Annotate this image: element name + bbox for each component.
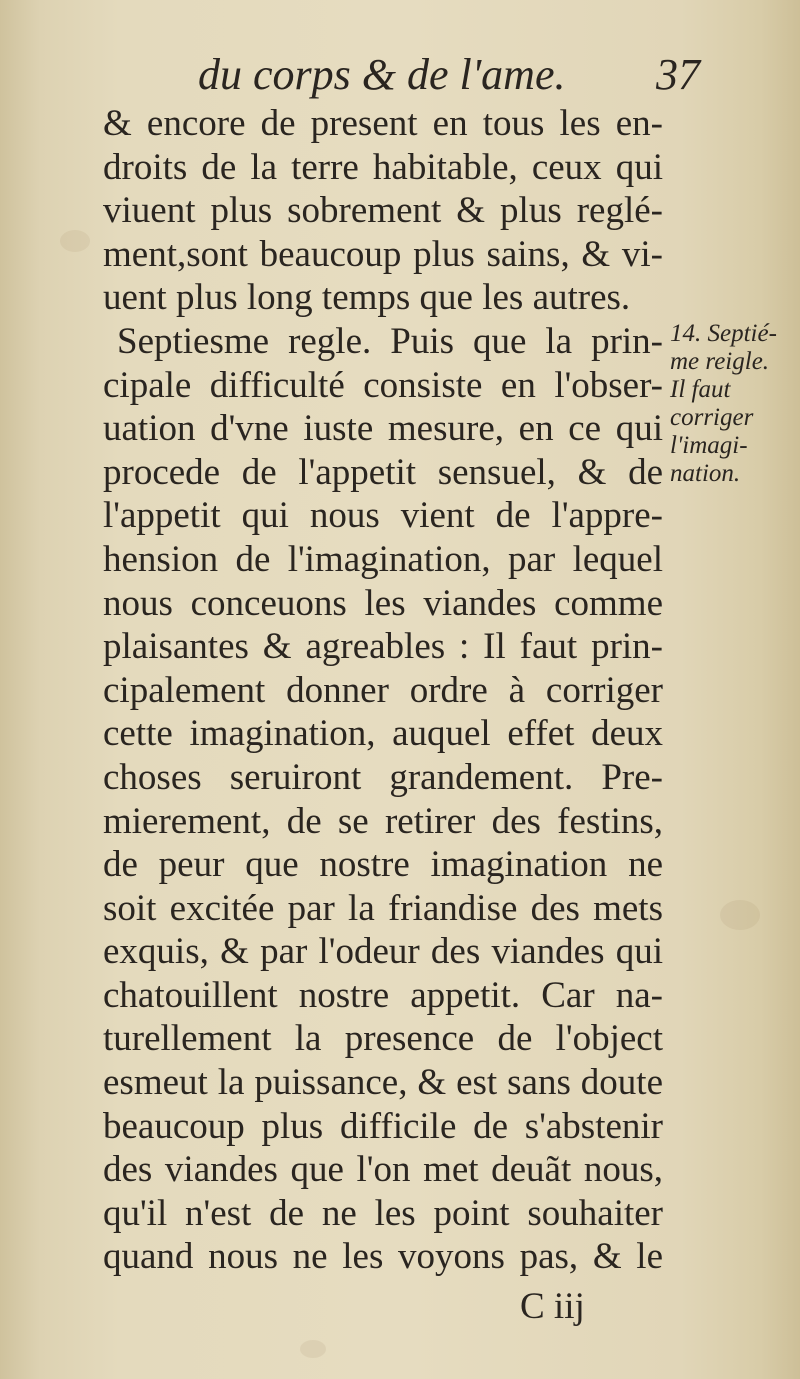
marginal-note-line: Il faut — [670, 376, 731, 403]
marginal-note — [670, 320, 798, 488]
text-line: viuent plus sobrement & plus reglé- — [103, 190, 663, 232]
text-line: des viandes que l'on met deuãt nous, — [103, 1149, 663, 1191]
marginal-note-line: nation. — [670, 460, 741, 487]
signature-mark: C iij — [520, 1286, 585, 1327]
text-line: mierement, de se retirer des festins, — [103, 800, 663, 842]
text-line: beaucoup plus difficile de s'abstenir — [103, 1105, 663, 1147]
text-line: l'appetit qui nous vient de l'appre- — [103, 495, 663, 537]
text-line: chatouillent nostre appetit. Car na- — [103, 974, 663, 1016]
paper-stain — [300, 1340, 326, 1358]
text-line: turellement la presence de l'object — [103, 1018, 663, 1060]
text-line: cipale difficulté consiste en l'obser- — [103, 364, 663, 406]
page-header — [100, 44, 700, 104]
marginal-note-line: me reigle. — [670, 348, 770, 375]
text-line: quand nous ne les voyons pas, & le — [103, 1236, 663, 1278]
paper-stain — [60, 230, 90, 252]
text-line: plaisantes & agreables : Il faut prin- — [103, 626, 663, 668]
paper-stain — [720, 900, 760, 930]
text-line: & encore de present en tous les en- — [103, 103, 663, 144]
text-line: qu'il n'est de ne les point souhaiter — [103, 1192, 663, 1234]
text-line: cette imagination, auquel effet deux — [103, 713, 663, 755]
text-line: ment,sont beaucoup plus sains, & vi- — [103, 233, 663, 275]
text-line: soit excitée par la friandise des mets — [103, 887, 663, 929]
text-line: uation d'vne iuste mesure, en ce qui — [103, 408, 663, 450]
text-line: choses seruiront grandement. Pre- — [103, 756, 663, 798]
text-line: procede de l'appetit sensuel, & de — [103, 451, 663, 493]
text-line: exquis, & par l'odeur des viandes qui — [103, 931, 663, 973]
running-title: du corps & de l'ame. — [198, 50, 566, 99]
text-line: uent plus long temps que les autres. — [103, 277, 631, 319]
text-line: de peur que nostre imagination ne — [103, 844, 663, 886]
text-line: nous conceuons les viandes comme — [103, 582, 663, 624]
body-text — [103, 102, 663, 1279]
text-line: hension de l'imagination, par lequel — [103, 538, 663, 580]
text-line: droits de la terre habitable, ceux qui — [103, 146, 663, 188]
text-line: cipalement donner ordre à corriger — [103, 669, 663, 711]
page-number: 37 — [656, 50, 700, 99]
text-line: Septiesme regle. Puis que la prin- — [117, 320, 663, 362]
marginal-note-line: corriger — [670, 404, 754, 431]
marginal-note-line: l'imagi- — [670, 432, 748, 459]
text-line: esmeut la puissance, & est sans doute — [103, 1062, 663, 1104]
marginal-note-line: 14. Septié- — [670, 320, 777, 347]
